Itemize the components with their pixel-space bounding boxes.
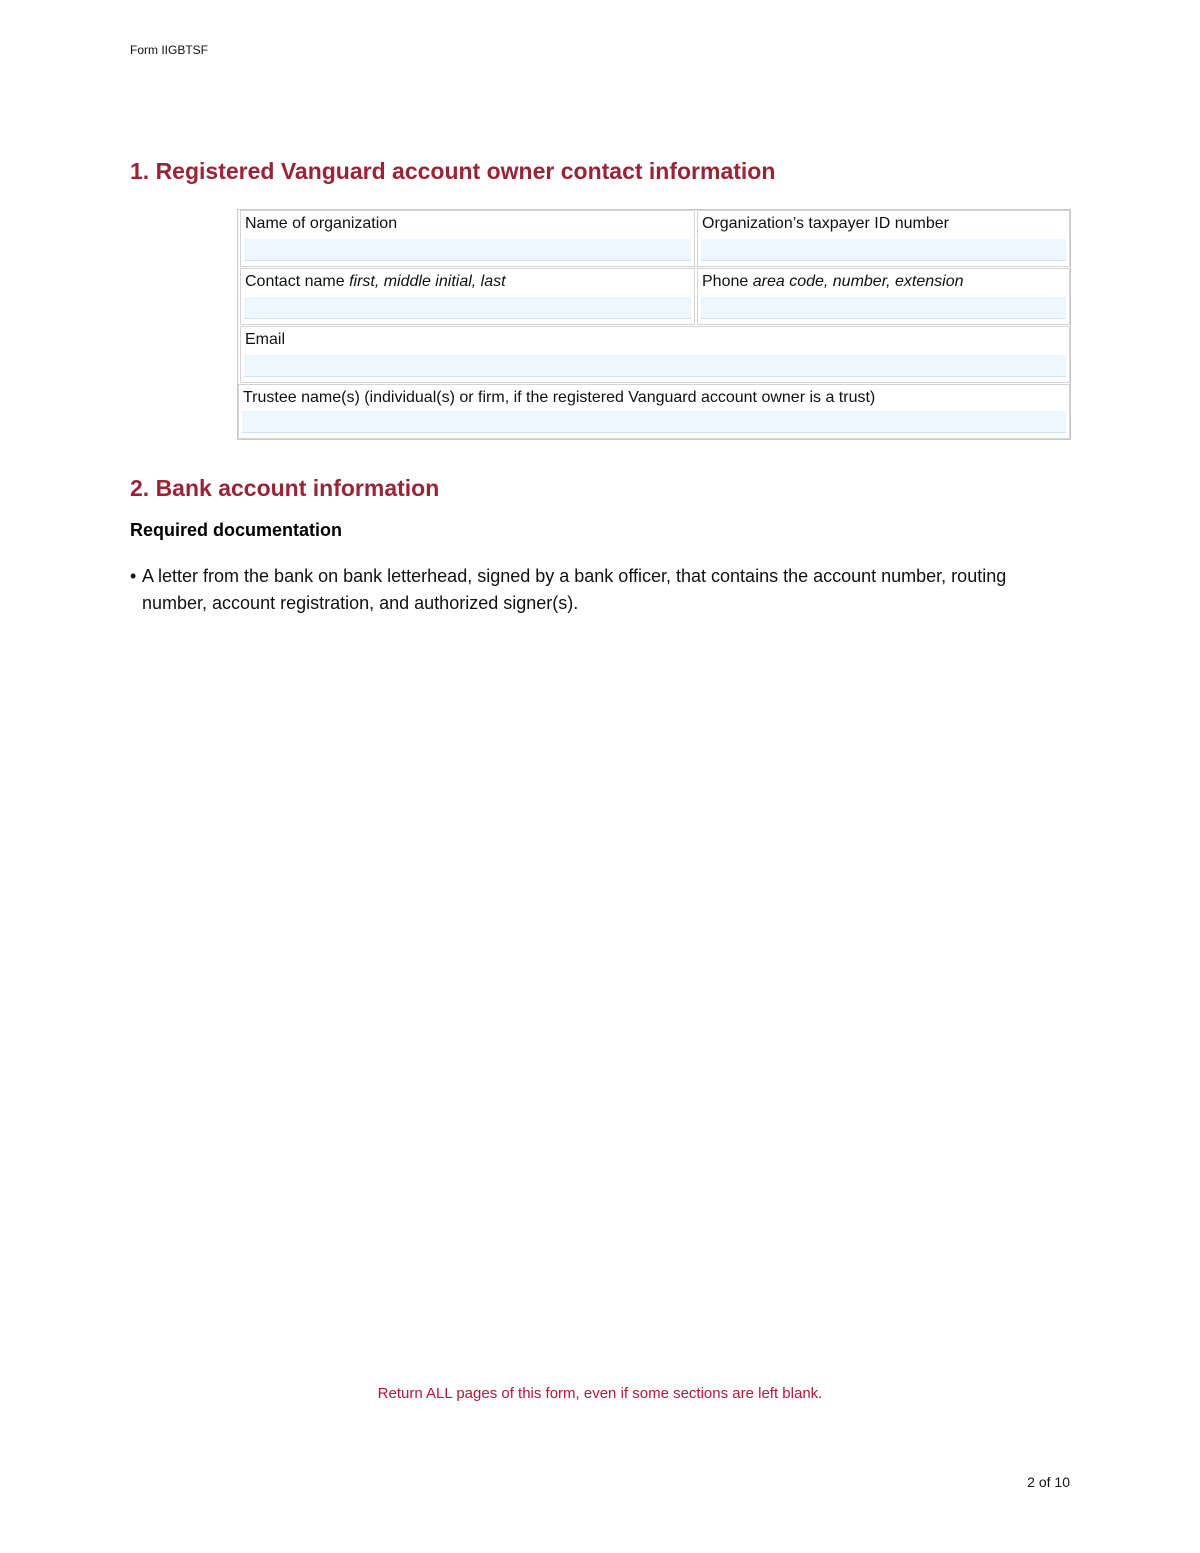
form-id: Form IIGBTSF — [130, 43, 208, 57]
taxpayer-id-input[interactable] — [701, 239, 1066, 261]
section-2-heading: 2. Bank account information — [130, 475, 440, 501]
phone-input[interactable] — [701, 297, 1066, 319]
email-input[interactable] — [244, 355, 1066, 377]
contact-name-cell — [240, 268, 695, 325]
taxpayer-id-cell — [697, 210, 1070, 267]
email-label: Email — [245, 331, 286, 348]
trustee-input[interactable] — [242, 411, 1066, 433]
documentation-list — [130, 563, 1050, 617]
taxpayer-id-label: Organization’s taxpayer ID number — [702, 215, 949, 232]
contact-name-label: Contact name first, middle initial, last — [245, 273, 506, 290]
contact-name-input[interactable] — [244, 297, 691, 319]
return-all-pages-note: Return ALL pages of this form, even if some sections are left blank. — [377, 1385, 823, 1402]
org-name-input[interactable] — [244, 239, 691, 261]
trustee-cell — [238, 384, 1070, 439]
page-number: 2 of 10 — [1027, 1474, 1070, 1490]
required-documentation-heading: Required documentation — [130, 520, 343, 540]
email-cell — [240, 326, 1070, 383]
contact-name-hint: first, middle initial, last — [349, 273, 506, 290]
trustee-label: Trustee name(s) (individual(s) or firm, if the registered Vanguard account owner is a trust) — [243, 389, 876, 406]
phone-label: Phone area code, number, extension — [702, 273, 964, 290]
org-name-label: Name of organization — [245, 215, 398, 232]
list-item — [130, 563, 1050, 617]
contact-info-table — [237, 209, 1071, 440]
phone-cell — [697, 268, 1070, 325]
bullet-icon: • — [130, 566, 137, 586]
section-1-heading: 1. Registered Vanguard account owner contact information — [130, 158, 776, 184]
phone-hint: area code, number, extension — [752, 273, 964, 290]
list-item-text: A letter from the bank on bank letterhead, signed by a bank officer, that contains the account number, routing number, account registration, and authorized signer(s). — [142, 566, 1007, 613]
org-name-cell — [240, 210, 695, 267]
